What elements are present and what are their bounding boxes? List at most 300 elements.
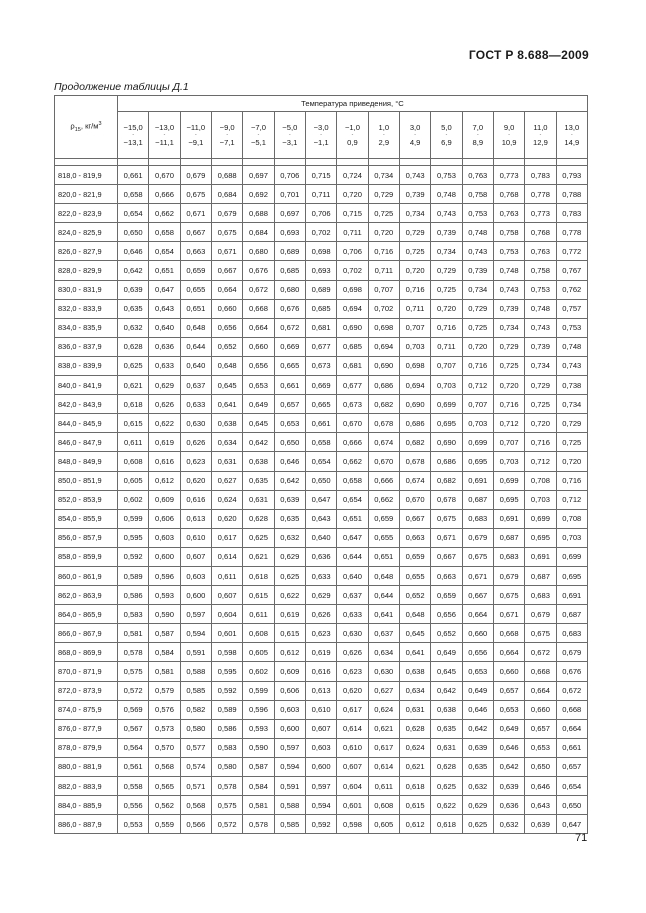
correction-value-cell: 0,642 (431, 681, 462, 700)
correction-value-cell: 0,693 (305, 261, 336, 280)
correction-value-cell: 0,762 (556, 280, 587, 299)
temperature-from: −7,0 (250, 122, 266, 132)
correction-value-cell: 0,586 (211, 719, 242, 738)
correction-value-cell: 0,566 (180, 815, 211, 834)
correction-value-cell: 0,677 (337, 376, 368, 395)
correction-value-cell: 0,644 (368, 586, 399, 605)
correction-value-cell: 0,753 (556, 318, 587, 337)
temperature-from: 11,0 (533, 122, 548, 132)
correction-value-cell: 0,729 (462, 299, 493, 318)
correction-value-cell: 0,572 (211, 815, 242, 834)
correction-value-cell: 0,604 (337, 777, 368, 796)
correction-value-cell: 0,685 (274, 261, 305, 280)
density-range-cell: 866,0 - 867,9 (55, 624, 118, 643)
correction-value-cell: 0,663 (180, 242, 211, 261)
correction-value-cell: 0,720 (556, 452, 587, 471)
correction-value-cell: 0,688 (243, 204, 274, 223)
correction-value-cell: 0,707 (399, 318, 430, 337)
temperature-column-header (149, 112, 180, 159)
correction-value-cell: 0,738 (556, 376, 587, 395)
correction-value-cell: 0,632 (462, 777, 493, 796)
correction-value-cell: 0,690 (399, 395, 430, 414)
correction-value-cell: 0,671 (462, 566, 493, 585)
density-range-cell: 884,0 - 885,9 (55, 796, 118, 815)
table-row (55, 376, 588, 395)
correction-value-cell: 0,694 (337, 299, 368, 318)
correction-value-cell: 0,691 (493, 509, 524, 528)
correction-value-cell: 0,679 (493, 566, 524, 585)
correction-value-cell: 0,598 (337, 815, 368, 834)
correction-value-cell: 0,603 (149, 528, 180, 547)
correction-value-cell: 0,622 (149, 414, 180, 433)
range-separator: - (539, 132, 542, 138)
correction-value-cell: 0,748 (556, 337, 587, 356)
temperature-to: −13,1 (123, 138, 143, 147)
correction-value-cell: 0,575 (118, 662, 149, 681)
correction-value-cell: 0,574 (180, 757, 211, 776)
correction-value-cell: 0,660 (525, 700, 556, 719)
correction-value-cell: 0,607 (211, 586, 242, 605)
density-range-cell: 860,0 - 861,9 (55, 566, 118, 585)
density-range-cell: 846,0 - 847,9 (55, 433, 118, 452)
correction-value-cell: 0,712 (556, 490, 587, 509)
correction-value-cell: 0,609 (149, 490, 180, 509)
correction-value-cell: 0,690 (431, 433, 462, 452)
correction-value-cell: 0,673 (305, 356, 336, 375)
correction-value-cell: 0,725 (431, 280, 462, 299)
temperature-to: 8,9 (472, 138, 484, 147)
correction-value-cell: 0,639 (493, 777, 524, 796)
correction-value-cell: 0,711 (431, 337, 462, 356)
correction-value-cell: 0,711 (305, 185, 336, 204)
correction-value-cell: 0,697 (243, 166, 274, 185)
correction-value-cell: 0,616 (149, 452, 180, 471)
correction-value-cell: 0,683 (525, 586, 556, 605)
correction-value-cell: 0,627 (368, 681, 399, 700)
correction-value-cell: 0,739 (525, 337, 556, 356)
table-row (55, 280, 588, 299)
correction-value-cell: 0,634 (211, 433, 242, 452)
correction-value-cell: 0,597 (274, 738, 305, 757)
correction-value-cell: 0,734 (462, 280, 493, 299)
correction-value-cell: 0,625 (243, 528, 274, 547)
correction-value-cell: 0,683 (493, 547, 524, 566)
correction-value-cell: 0,642 (493, 757, 524, 776)
correction-value-cell: 0,569 (118, 700, 149, 719)
correction-value-cell: 0,647 (556, 815, 587, 834)
correction-value-cell: 0,793 (556, 166, 587, 185)
correction-value-cell: 0,649 (493, 719, 524, 738)
correction-value-cell: 0,657 (493, 681, 524, 700)
correction-value-cell: 0,577 (180, 738, 211, 757)
correction-value-cell: 0,716 (399, 280, 430, 299)
correction-value-cell: 0,716 (556, 471, 587, 490)
correction-value-cell: 0,689 (274, 242, 305, 261)
table-row (55, 166, 588, 185)
correction-value-cell: 0,694 (399, 376, 430, 395)
correction-value-cell: 0,599 (243, 681, 274, 700)
correction-value-cell: 0,635 (431, 719, 462, 738)
temperature-to: −1,1 (313, 138, 329, 147)
table-row (55, 185, 588, 204)
correction-value-cell: 0,599 (118, 509, 149, 528)
correction-value-cell: 0,748 (462, 223, 493, 242)
correction-value-cell: 0,725 (556, 433, 587, 452)
correction-value-cell: 0,632 (493, 815, 524, 834)
correction-value-cell: 0,678 (431, 490, 462, 509)
density-range-cell: 852,0 - 853,9 (55, 490, 118, 509)
correction-value-cell: 0,633 (180, 395, 211, 414)
correction-value-cell: 0,650 (118, 223, 149, 242)
correction-value-cell: 0,570 (149, 738, 180, 757)
correction-value-cell: 0,672 (243, 280, 274, 299)
density-range-cell: 886,0 - 887,9 (55, 815, 118, 834)
correction-value-cell: 0,608 (368, 796, 399, 815)
correction-value-cell: 0,591 (274, 777, 305, 796)
table-row (55, 796, 588, 815)
correction-value-cell: 0,589 (118, 566, 149, 585)
correction-value-cell: 0,635 (118, 299, 149, 318)
correction-value-cell: 0,658 (305, 433, 336, 452)
table-row (55, 414, 588, 433)
correction-value-cell: 0,768 (525, 223, 556, 242)
correction-value-cell: 0,636 (493, 796, 524, 815)
correction-value-cell: 0,641 (399, 643, 430, 662)
correction-value-cell: 0,642 (462, 719, 493, 738)
page-number: 71 (575, 832, 588, 844)
correction-value-cell: 0,586 (118, 586, 149, 605)
table-row (55, 509, 588, 528)
correction-value-cell: 0,757 (556, 299, 587, 318)
range-separator: - (194, 132, 197, 138)
density-range-cell: 822,0 - 823,9 (55, 204, 118, 223)
range-separator: - (445, 132, 448, 138)
correction-value-cell: 0,615 (243, 586, 274, 605)
density-range-cell: 824,0 - 825,9 (55, 223, 118, 242)
correction-value-cell: 0,568 (149, 757, 180, 776)
correction-value-cell: 0,655 (180, 280, 211, 299)
correction-value-cell: 0,695 (462, 452, 493, 471)
correction-value-cell: 0,715 (305, 166, 336, 185)
correction-value-cell: 0,767 (556, 261, 587, 280)
correction-value-cell: 0,606 (274, 681, 305, 700)
correction-value-cell: 0,684 (243, 223, 274, 242)
correction-value-cell: 0,608 (243, 624, 274, 643)
correction-value-cell: 0,672 (274, 318, 305, 337)
correction-value-cell: 0,653 (493, 700, 524, 719)
table-row (55, 337, 588, 356)
temperature-from: 13,0 (564, 122, 580, 132)
correction-value-cell: 0,695 (431, 414, 462, 433)
temperature-to: 0,9 (347, 138, 358, 147)
correction-value-cell: 0,763 (493, 204, 524, 223)
temperature-from: −9,0 (219, 122, 235, 132)
correction-value-cell: 0,712 (525, 452, 556, 471)
correction-value-cell: 0,748 (525, 299, 556, 318)
correction-value-cell: 0,598 (211, 643, 242, 662)
correction-value-cell: 0,686 (431, 452, 462, 471)
correction-value-cell: 0,685 (305, 299, 336, 318)
range-separator: - (257, 132, 260, 138)
density-range-cell: 830,0 - 831,9 (55, 280, 118, 299)
correction-value-cell: 0,729 (368, 185, 399, 204)
correction-value-cell: 0,630 (368, 662, 399, 681)
correction-value-cell: 0,687 (525, 566, 556, 585)
correction-value-cell: 0,567 (118, 719, 149, 738)
correction-value-cell: 0,616 (180, 490, 211, 509)
correction-value-cell: 0,688 (211, 166, 242, 185)
temperature-column-header (525, 112, 556, 159)
correction-value-cell: 0,753 (493, 242, 524, 261)
correction-value-cell: 0,558 (118, 777, 149, 796)
correction-value-cell: 0,576 (149, 700, 180, 719)
density-range-cell: 854,0 - 855,9 (55, 509, 118, 528)
correction-value-cell: 0,652 (211, 337, 242, 356)
temperature-column-header (493, 112, 524, 159)
correction-value-cell: 0,611 (211, 566, 242, 585)
correction-value-cell: 0,619 (274, 605, 305, 624)
correction-value-cell: 0,698 (368, 318, 399, 337)
correction-value-cell: 0,734 (525, 356, 556, 375)
correction-value-cell: 0,622 (274, 586, 305, 605)
correction-value-cell: 0,620 (211, 509, 242, 528)
correction-value-cell: 0,602 (118, 490, 149, 509)
correction-value-cell: 0,628 (399, 719, 430, 738)
correction-value-cell: 0,707 (431, 356, 462, 375)
correction-value-cell: 0,624 (399, 738, 430, 757)
correction-value-cell: 0,621 (368, 719, 399, 738)
correction-value-cell: 0,663 (399, 528, 430, 547)
correction-value-cell: 0,647 (337, 528, 368, 547)
correction-value-cell: 0,602 (243, 662, 274, 681)
correction-value-cell: 0,687 (556, 605, 587, 624)
correction-value-cell: 0,716 (462, 356, 493, 375)
correction-value-cell: 0,662 (149, 204, 180, 223)
correction-value-cell: 0,619 (149, 433, 180, 452)
correction-value-cell: 0,631 (431, 738, 462, 757)
correction-value-cell: 0,613 (180, 509, 211, 528)
density-range-cell: 864,0 - 865,9 (55, 605, 118, 624)
correction-value-cell: 0,654 (337, 490, 368, 509)
correction-value-cell: 0,698 (305, 242, 336, 261)
correction-value-cell: 0,618 (243, 566, 274, 585)
correction-value-cell: 0,628 (243, 509, 274, 528)
correction-value-cell: 0,612 (399, 815, 430, 834)
correction-value-cell: 0,645 (243, 414, 274, 433)
correction-value-cell: 0,654 (118, 204, 149, 223)
correction-value-cell: 0,768 (493, 185, 524, 204)
correction-value-cell: 0,592 (305, 815, 336, 834)
temperature-column-header (180, 112, 211, 159)
correction-value-cell: 0,753 (462, 204, 493, 223)
correction-value-cell: 0,581 (243, 796, 274, 815)
correction-value-cell: 0,773 (493, 166, 524, 185)
correction-value-cell: 0,675 (211, 223, 242, 242)
correction-value-cell: 0,758 (462, 185, 493, 204)
correction-value-cell: 0,615 (274, 624, 305, 643)
correction-value-cell: 0,646 (525, 777, 556, 796)
correction-value-cell: 0,597 (180, 605, 211, 624)
correction-value-cell: 0,763 (525, 242, 556, 261)
correction-value-cell: 0,734 (399, 204, 430, 223)
correction-value-cell: 0,680 (243, 242, 274, 261)
correction-value-cell: 0,691 (462, 471, 493, 490)
correction-value-cell: 0,692 (243, 185, 274, 204)
density-range-cell: 818,0 - 819,9 (55, 166, 118, 185)
correction-value-cell: 0,679 (211, 204, 242, 223)
correction-value-cell: 0,596 (243, 700, 274, 719)
table-row (55, 547, 588, 566)
correction-value-cell: 0,687 (493, 528, 524, 547)
correction-value-cell: 0,683 (462, 509, 493, 528)
correction-value-cell: 0,647 (149, 280, 180, 299)
correction-value-cell: 0,635 (274, 509, 305, 528)
correction-value-cell: 0,645 (211, 376, 242, 395)
correction-value-cell: 0,601 (211, 624, 242, 643)
correction-value-cell: 0,642 (118, 261, 149, 280)
correction-value-cell: 0,565 (149, 777, 180, 796)
correction-value-cell: 0,715 (337, 204, 368, 223)
correction-value-cell: 0,668 (556, 700, 587, 719)
correction-value-cell: 0,783 (525, 166, 556, 185)
correction-value-cell: 0,753 (525, 280, 556, 299)
correction-value-cell: 0,653 (274, 414, 305, 433)
correction-value-cell: 0,592 (118, 547, 149, 566)
temperature-to: 14,9 (564, 138, 580, 147)
correction-value-cell: 0,653 (525, 738, 556, 757)
correction-value-cell: 0,671 (431, 528, 462, 547)
correction-value-cell: 0,706 (274, 166, 305, 185)
correction-value-cell: 0,664 (243, 318, 274, 337)
correction-value-cell: 0,631 (399, 700, 430, 719)
correction-value-cell: 0,667 (462, 586, 493, 605)
density-range-cell: 828,0 - 829,9 (55, 261, 118, 280)
correction-value-cell: 0,590 (149, 605, 180, 624)
correction-value-cell: 0,720 (462, 337, 493, 356)
correction-value-cell: 0,648 (180, 318, 211, 337)
correction-value-cell: 0,615 (399, 796, 430, 815)
correction-value-cell: 0,639 (525, 815, 556, 834)
correction-value-cell: 0,638 (431, 700, 462, 719)
correction-value-cell: 0,626 (337, 643, 368, 662)
correction-value-cell: 0,668 (525, 662, 556, 681)
correction-value-cell: 0,640 (337, 566, 368, 585)
temperature-to: −9,1 (188, 138, 204, 147)
temperature-to: −5,1 (250, 138, 266, 147)
range-separator: - (414, 132, 416, 138)
correction-value-cell: 0,773 (525, 204, 556, 223)
correction-value-cell: 0,614 (211, 547, 242, 566)
correction-value-cell: 0,573 (149, 719, 180, 738)
correction-value-cell: 0,676 (274, 299, 305, 318)
temperature-column-header (274, 112, 305, 159)
correction-value-cell: 0,609 (274, 662, 305, 681)
correction-value-cell: 0,559 (149, 815, 180, 834)
correction-value-cell: 0,637 (180, 376, 211, 395)
correction-value-cell: 0,651 (149, 261, 180, 280)
correction-value-cell: 0,675 (525, 624, 556, 643)
correction-value-cell: 0,706 (337, 242, 368, 261)
correction-value-cell: 0,711 (399, 299, 430, 318)
correction-value-cell: 0,637 (368, 624, 399, 643)
correction-value-cell: 0,682 (431, 471, 462, 490)
correction-value-cell: 0,591 (180, 643, 211, 662)
correction-value-cell: 0,675 (180, 185, 211, 204)
correction-value-cell: 0,689 (305, 280, 336, 299)
table-row (55, 318, 588, 337)
correction-value-cell: 0,600 (149, 547, 180, 566)
correction-value-cell: 0,643 (305, 509, 336, 528)
table-caption: Продолжение таблицы Д.1 (54, 81, 189, 93)
correction-value-cell: 0,605 (368, 815, 399, 834)
correction-value-cell: 0,703 (556, 528, 587, 547)
correction-value-cell: 0,654 (305, 452, 336, 471)
correction-value-cell: 0,656 (211, 318, 242, 337)
correction-value-cell: 0,611 (368, 777, 399, 796)
correction-value-cell: 0,600 (274, 719, 305, 738)
table-row (55, 528, 588, 547)
table-row (55, 452, 588, 471)
correction-value-cell: 0,617 (211, 528, 242, 547)
table-row (55, 356, 588, 375)
correction-value-cell: 0,670 (149, 166, 180, 185)
density-range-cell: 874,0 - 875,9 (55, 700, 118, 719)
density-range-cell: 836,0 - 837,9 (55, 337, 118, 356)
correction-value-cell: 0,659 (180, 261, 211, 280)
correction-value-cell: 0,632 (118, 318, 149, 337)
correction-value-cell: 0,635 (243, 471, 274, 490)
correction-value-cell: 0,620 (180, 471, 211, 490)
correction-value-cell: 0,660 (462, 624, 493, 643)
correction-value-cell: 0,648 (399, 605, 430, 624)
density-range-cell: 820,0 - 821,9 (55, 185, 118, 204)
range-separator: - (288, 132, 291, 138)
correction-value-cell: 0,729 (525, 376, 556, 395)
correction-value-cell: 0,606 (149, 509, 180, 528)
correction-value-cell: 0,691 (556, 586, 587, 605)
correction-value-cell: 0,638 (243, 452, 274, 471)
range-separator: - (132, 132, 134, 138)
correction-value-cell: 0,716 (525, 433, 556, 452)
correction-value-cell: 0,625 (274, 566, 305, 585)
correction-value-cell: 0,690 (368, 356, 399, 375)
correction-value-cell: 0,605 (118, 471, 149, 490)
correction-value-cell: 0,640 (180, 356, 211, 375)
correction-value-cell: 0,610 (337, 738, 368, 757)
correction-value-cell: 0,699 (525, 509, 556, 528)
correction-value-cell: 0,676 (243, 261, 274, 280)
correction-value-cell: 0,623 (337, 662, 368, 681)
temperature-to: 10,9 (501, 138, 517, 147)
correction-value-cell: 0,703 (399, 337, 430, 356)
correction-value-cell: 0,674 (399, 471, 430, 490)
correction-value-cell: 0,675 (462, 547, 493, 566)
correction-value-cell: 0,658 (149, 223, 180, 242)
correction-value-cell: 0,634 (399, 681, 430, 700)
correction-value-cell: 0,683 (556, 624, 587, 643)
correction-value-cell: 0,668 (243, 299, 274, 318)
correction-value-cell: 0,693 (274, 223, 305, 242)
correction-value-cell: 0,603 (305, 738, 336, 757)
correction-value-cell: 0,578 (118, 643, 149, 662)
correction-value-cell: 0,596 (149, 566, 180, 585)
correction-value-cell: 0,660 (493, 662, 524, 681)
correction-value-cell: 0,561 (118, 757, 149, 776)
correction-value-cell: 0,581 (118, 624, 149, 643)
correction-value-cell: 0,660 (211, 299, 242, 318)
range-separator: - (320, 132, 322, 138)
correction-value-cell: 0,556 (118, 796, 149, 815)
